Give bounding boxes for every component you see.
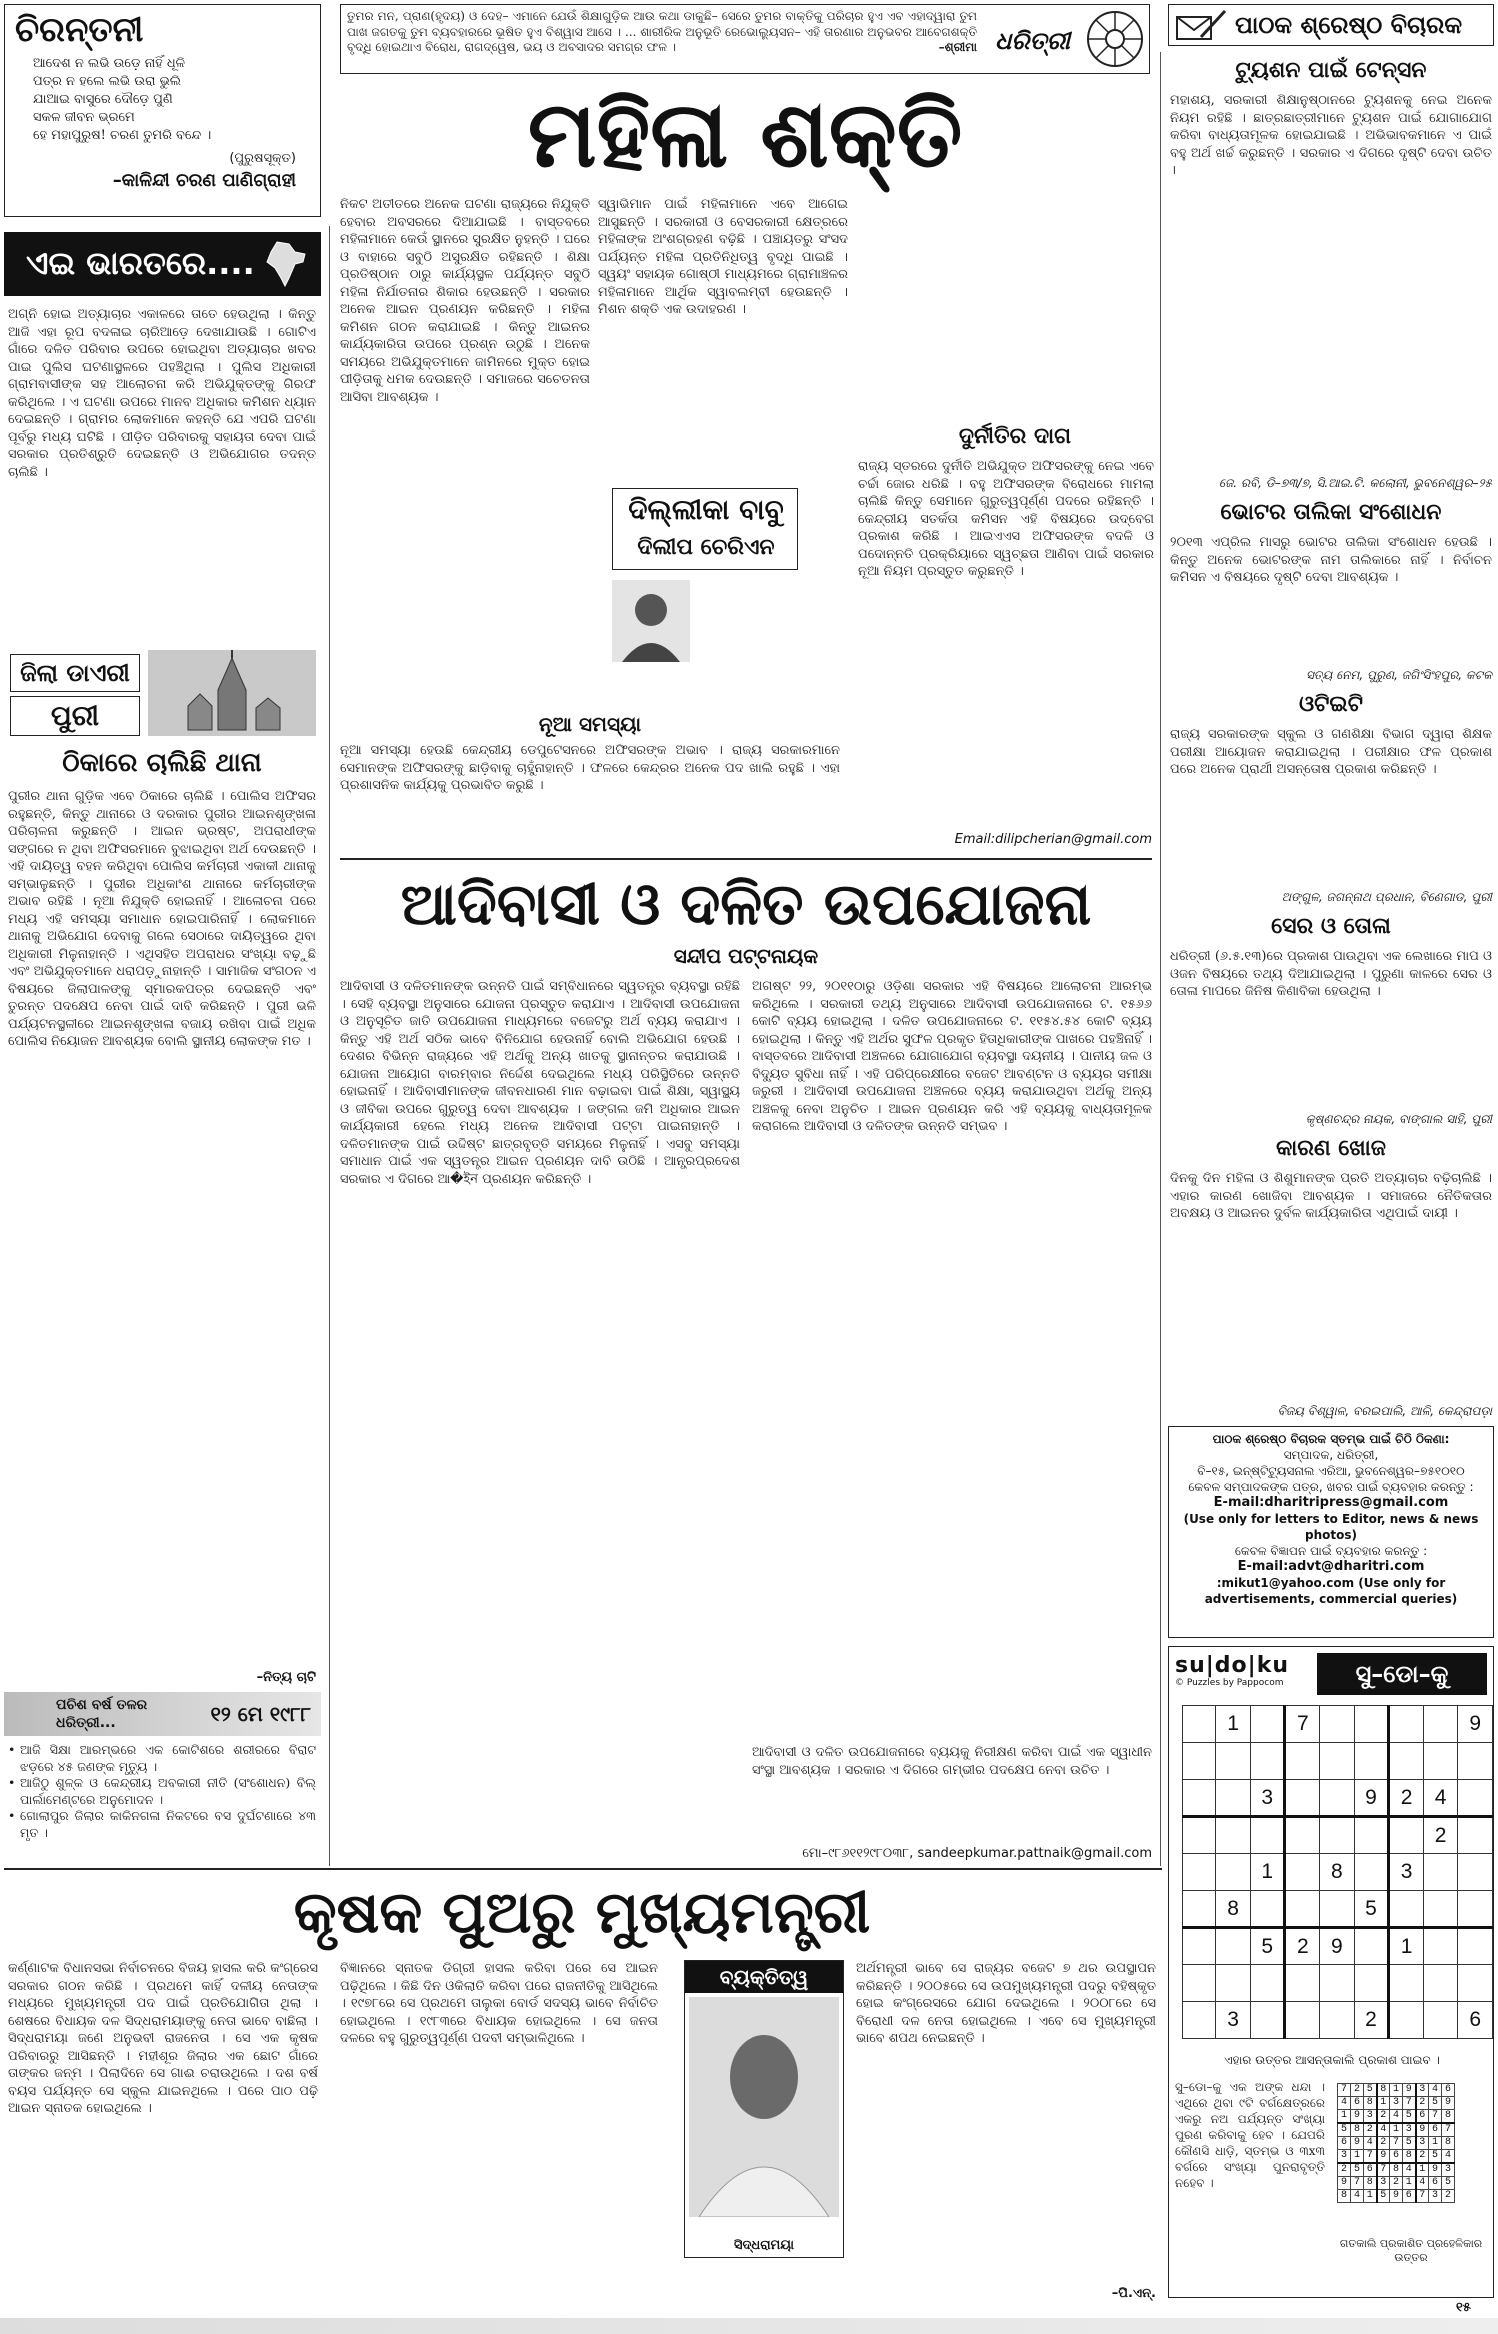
sudoku-cell xyxy=(1354,1706,1389,1743)
sudoku-row xyxy=(1183,1817,1493,1854)
sudoku-cell xyxy=(1285,2002,1320,2039)
sudoku-answer-cell: 1 xyxy=(1429,2137,1442,2150)
sudoku-cell xyxy=(1458,1965,1493,2002)
poem-line: ହେ ମହାପୁରୁଷ! ଚରଣ ତୁମରି ବନ୍ଦେ । xyxy=(33,128,212,143)
otet-body: ରାଜ୍ୟ ସରକାରଙ୍କ ସ୍କୁଲ ଓ ଗଣଶିକ୍ଷା ବିଭାଗ ଦ୍ୱାରା ଶିକ୍ଷକ ପରୀକ୍ଷା ଆୟୋଜନ କରାଯାଇଥିଲା । ପରୀକ୍ଷାର ଫଳ ପ୍ରକାଶ ପରେ ଅନେକ ପ୍ରାର୍ଥୀ ଅସନ୍ତୋଷ ପ୍ରକାଶ କରିଛନ୍ତି । xyxy=(1170,727,1492,777)
ei-bharatare-title: ଏଇ ଭାରତରେ.... xyxy=(26,244,255,282)
adivasi-title: ଆଦିବାସୀ ଓ ଦଳିତ ଉପଯୋଜନା xyxy=(400,870,1092,938)
poem-source: (ପୁରୁଷସୂକ୍ତ) xyxy=(229,151,296,166)
tuition-title: ଟ୍ୟୁଶନ ପାଇଁ ଟେନ୍‌ସନ xyxy=(1235,58,1427,83)
quote-author: –ଶ୍ରୀମା xyxy=(938,40,977,54)
sudoku-answer-cell: 9 xyxy=(1351,2137,1364,2150)
sudoku-answer-cell: 4 xyxy=(1390,2110,1403,2124)
sudoku-cell: 5 xyxy=(1354,1891,1389,1928)
krushak-byline: –ପି.ଏନ୍. xyxy=(1111,2286,1156,2301)
sudoku-answer-cell: 1 xyxy=(1390,2123,1403,2137)
sudoku-answer-cell: 7 xyxy=(1338,2084,1351,2097)
sudoku-answer-cell: 5 xyxy=(1364,2084,1377,2097)
contact-box xyxy=(1168,1426,1494,1638)
sudoku-cell xyxy=(1320,2002,1355,2039)
sudoku-answer-cell: 2 xyxy=(1377,2110,1390,2124)
jilla-diary-header xyxy=(4,648,321,740)
column-divider xyxy=(329,226,330,1866)
sudoku-cell xyxy=(1423,1854,1458,1891)
dharitri-logo xyxy=(989,7,1147,71)
reader-title: ପାଠକ ଶ୍ରେଷ୍ଠ ବିଚାରକ xyxy=(1235,11,1463,39)
dilip-portrait xyxy=(612,580,690,662)
sudoku-answer-cell: 7 xyxy=(1442,2123,1455,2137)
mahila-col1: ନିକଟ ଅତୀତରେ ଅନେକ ଘଟଣା ରାଜ୍ୟରେ ନିଯୁକ୍ତି ହେବାର ଅବସରରେ ଦିଆଯାଇଛି । ବାସ୍ତବରେ ମହିଳାମାନେ କେଉଁ ସ୍ଥାନରେ ସୁରକ୍ଷିତ ନୁହନ୍ତି । ଘରେ ଓ ବାହାରେ ସବୁଠି ଅସୁରକ୍ଷିତ ରହିଛନ୍ତି । ଶିକ୍ଷା ପ୍ରତିଷ୍ଠାନ ଠାରୁ କାର୍ଯ୍ୟସ୍ଥଳ ପର୍ଯ୍ୟନ୍ତ ସବୁଠି ମହିଳା ନିର୍ଯାତନାର ଶିକାର ହେଉଛନ୍ତି । ସରକାର ଅନେକ ଆଇନ ପ୍ରଣୟନ କରିଛନ୍ତି । ମହିଳା କମିଶନ ଗଠନ କରାଯାଇଛି । କିନ୍ତୁ ଆଇନର କାର୍ଯ୍ୟକାରିତା ଉପରେ ପ୍ରଶ୍ନ ଉଠୁଛି । ଅନେକ ସମୟରେ ଅଭିଯୁକ୍ତମାନେ ଜାମିନରେ ମୁକ୍ତ ହୋଇ ପୀଡ଼ିତାକୁ ଧମକ ଦେଉଛନ୍ତି । ସମାଜରେ ସଚେତନତା ଆସିବା ଆବଶ୍ୟକ । xyxy=(340,197,590,405)
contact-email[interactable]: E-mail:dharitripress@gmail.com xyxy=(1213,1495,1449,1510)
sudoku-logo: su|do|ku xyxy=(1175,1653,1289,1678)
sudoku-cell: 6 xyxy=(1458,2002,1493,2039)
sudoku-row xyxy=(1338,2150,1455,2164)
sudoku-cell: 3 xyxy=(1250,1780,1285,1817)
tuition-sig: ଜେ. ରବି, ଡି–୭୩/୭, ସି.ଆଇ.ଟି. କଲୋନୀ, ଭୁବନେଶ୍ୱର–୨୫ xyxy=(1218,476,1492,490)
sudoku-answer-cell: 6 xyxy=(1351,2097,1364,2110)
sudoku-answer-cell: 7 xyxy=(1416,2190,1429,2203)
sudoku-cell: 4 xyxy=(1423,1780,1458,1817)
sudoku-cell: 9 xyxy=(1458,1706,1493,1743)
sudoku-answer-cell: 9 xyxy=(1390,2190,1403,2203)
sudoku-answer-cell: 9 xyxy=(1377,2150,1390,2164)
sudoku-answer-cell: 6 xyxy=(1416,2110,1429,2124)
krushak-col2: ବିଜ୍ଞାନରେ ସ୍ନାତକ ଡିଗ୍ରୀ ହାସଲ କରିବା ପରେ ସେ ଆଇନ ପଢ଼ିଥିଲେ । କିଛି ଦିନ ଓକିଲାତି କରିବା ପରେ ରାଜନୀତିକୁ ଆସିଥିଲେ । ୧୯୭୮ରେ ସେ ପ୍ରଥମେ ତାଲୁକା ବୋର୍ଡ ସଦସ୍ୟ ଭାବେ ନିର୍ବାଚିତ ହୋଇଥିଲେ । ୧୯୮୩ରେ ବିଧାୟକ ହୋଇଥିଲେ । ସେ ଜନତା ଦଳରେ ବହୁ ଗୁରୁତ୍ୱପୂର୍ଣ୍ଣ ପଦବୀ ସମ୍ଭାଳିଥିଲେ । xyxy=(340,1961,658,2046)
sudoku-answer-cell: 7 xyxy=(1403,2097,1416,2110)
byakti-box xyxy=(684,1960,844,2258)
sudoku-cell xyxy=(1354,1965,1389,2002)
sudoku-cell xyxy=(1423,1928,1458,1965)
sudoku-answer-cell: 5 xyxy=(1403,2110,1416,2124)
sudoku-cell: 2 xyxy=(1285,1928,1320,1965)
sudoku-cell xyxy=(1183,1928,1216,1965)
sudoku-cell: 1 xyxy=(1250,1854,1285,1891)
pachisa-list xyxy=(8,1742,316,1841)
sudoku-answer-cell: 1 xyxy=(1390,2084,1403,2097)
sudoku-answer-cell: 6 xyxy=(1338,2137,1351,2150)
page-number: ୧୫ xyxy=(1456,2300,1471,2315)
poem-line: ପତ୍ର ନ ହଲେ ଲଭି ଉରା ଭୁଲି xyxy=(33,74,182,89)
photo-caption: ସିଦ୍ଧରାମୟା xyxy=(734,2238,794,2253)
sudoku-cell: 2 xyxy=(1354,2002,1389,2039)
sudoku-row xyxy=(1183,1780,1493,1817)
sudoku-answer-cell: 8 xyxy=(1338,2190,1351,2203)
sudoku-answer-cell: 1 xyxy=(1364,2190,1377,2203)
dilli-col-b: ନୂଆ ସମସ୍ୟା ହେଉଛି କେନ୍ଦ୍ରୀୟ ଡେପୁଟେସନରେ ଅଫିସରଙ୍କ ଅଭାବ । ରାଜ୍ୟ ସରକାରମାନେ ସେମାନଙ୍କ ଅଫିସରଙ୍କୁ ଛାଡ଼ିବାକୁ ଚାହୁଁନାହାନ୍ତି । ଫଳରେ କେନ୍ଦ୍ରର ଅନେକ ପଦ ଖାଲି ରହୁଛି । ଏହା ପ୍ରଶାସନିକ କାର୍ଯ୍ୟକୁ ପ୍ରଭାବିତ କରୁଛି । xyxy=(340,743,840,793)
sudoku-cell xyxy=(1389,1891,1424,1928)
contact-line: କେବଳ ବିଜ୍ଞାପନ ପାଇଁ ବ୍ୟବହାର କରନ୍ତୁ : xyxy=(1234,1544,1428,1558)
sudoku-answer-cell: 8 xyxy=(1442,2110,1455,2124)
sudoku-cell: 5 xyxy=(1250,1928,1285,1965)
sudoku-answer-cell: 1 xyxy=(1416,2163,1429,2177)
sudoku-cell: 2 xyxy=(1423,1817,1458,1854)
sudoku-answer-cell: 4 xyxy=(1416,2177,1429,2190)
sudoku-answer-cell: 5 xyxy=(1442,2177,1455,2190)
sudoku-brand xyxy=(1175,1653,1315,1697)
poem-line: ଆଦେଶ ନ ଲଭି ଉଡ଼େ ନାହିଁ ଧୂଳି xyxy=(33,56,186,71)
sudoku-answer-cell: 9 xyxy=(1403,2084,1416,2097)
sudoku-note: ଏହାର ଉତ୍ତର ଆସନ୍ତାକାଲି ପ୍ରକାଶ ପାଇବ । xyxy=(1224,2053,1440,2067)
envelope-pen-icon xyxy=(1175,9,1227,43)
ser-tola-title: ସେର ଓ ତୋଳା xyxy=(1271,914,1391,939)
section-rule xyxy=(4,1868,1162,1870)
sudoku-row xyxy=(1338,2137,1455,2150)
sudoku-row xyxy=(1183,1891,1493,1928)
sudoku-cell xyxy=(1216,1780,1251,1817)
sudoku-answer-cell: 2 xyxy=(1351,2084,1364,2097)
sudoku-answer-cell: 5 xyxy=(1429,2150,1442,2164)
sub-heading-durniti: ଦୁର୍ନୀତିର ଦାଗ xyxy=(958,424,1072,449)
sudoku-cell xyxy=(1183,1891,1216,1928)
sudoku-cell: 9 xyxy=(1354,1780,1389,1817)
sudoku-answer-cell: 9 xyxy=(1416,2123,1429,2137)
sudoku-cell xyxy=(1285,1780,1320,1817)
sudoku-answer-cell: 9 xyxy=(1429,2163,1442,2177)
sudoku-answer-cell: 7 xyxy=(1377,2163,1390,2177)
otet-sig: ଅଙ୍ଗୁଳ, ଜଗନ୍ନାଥ ପ୍ରଧାନ, ବିଣେଗାଡ, ପୁରୀ xyxy=(1281,890,1492,904)
sudoku-cell xyxy=(1285,1891,1320,1928)
chirantani-title: ଚିରନ୍ତନୀ xyxy=(15,10,144,50)
sudoku-cell xyxy=(1285,1965,1320,2002)
sudoku-answer-cell: 6 xyxy=(1403,2190,1416,2203)
ei-bharatare-header xyxy=(4,232,321,296)
sudoku-cell xyxy=(1458,1891,1493,1928)
sudoku-cell: 3 xyxy=(1216,2002,1251,2039)
sudoku-answer-cell: 3 xyxy=(1416,2084,1429,2097)
sudoku-answer-cell: 4 xyxy=(1377,2123,1390,2137)
sudoku-answer-cell: 8 xyxy=(1390,2163,1403,2177)
poem-line: ସକଳ ଜୀବନ ଭ୍ରମେ xyxy=(33,110,135,125)
sudoku-answer-cell: 9 xyxy=(1442,2097,1455,2110)
sudoku-answer-cell: 6 xyxy=(1364,2163,1377,2177)
reader-header xyxy=(1168,4,1494,46)
ei-bharatare-body: ଅଗ୍ନି ହୋଇ ଅତ୍ୟାଚାର ଏକାଳରେ ତାତେ ହେଉଥିଲା । କିନ୍ତୁ ଆଜି ଏହା ରୂପ ବଦଳାଇ ଚାରିଆଡ଼େ ଦେଖାଯାଉଛି । ଗୋଟିଏ ଗାଁରେ ଦଳିତ ପରିବାର ଉପରେ ହୋଇଥିବା ଅତ୍ୟାଚାର ଖବର ପାଇ ପୁଲିସ ଘଟଣାସ୍ଥଳରେ ପହଞ୍ଚିଥିଲା । ପୁଲିସ ଅଧିକାରୀ ଗ୍ରାମବାସୀଙ୍କ ସହ ଆଲୋଚନା କରି ଅଭିଯୁକ୍ତଙ୍କୁ ଗିରଫ କରିଥିଲେ । ଏ ଘଟଣା ଉପରେ ମାନବ ଅଧିକାର କମିଶନ ଧ୍ୟାନ ଦେଇଛନ୍ତି । ଗ୍ରାମର ଲୋକମାନେ କହନ୍ତି ଯେ ଏପରି ଘଟଣା ପୂର୍ବରୁ ମଧ୍ୟ ଘଟିଛି । ପୀଡ଼ିତ ପରିବାରକୁ ସହାୟତା ଦେବା ପାଇଁ ସରକାର ପ୍ରତିଶ୍ରୁତି ଦେଇଛନ୍ତି ଓ ଅଭିଯୋଗର ତଦନ୍ତ ଚାଲିଛି । xyxy=(8,307,316,480)
krushak-col3: ଅର୍ଥମନ୍ତ୍ରୀ ଭାବେ ସେ ରାଜ୍ୟର ବଜେଟ ୭ ଥର ଉପସ୍ଥାପନ କରିଛନ୍ତି । ୨୦୦୫ରେ ସେ ଉପମୁଖ୍ୟମନ୍ତ୍ରୀ ପଦରୁ ବହିଷ୍କୃତ ହୋଇ କଂଗ୍ରେସରେ ଯୋଗ ଦେଇଥିଲେ । ୨୦୦୮ରେ ସେ ବିରୋଧୀ ଦଳ ନେତା ହୋଇଥିଲେ । ଏବେ ସେ ମୁଖ୍ୟମନ୍ତ୍ରୀ ଭାବେ ଶପଥ ନେଇଛନ୍ତି । xyxy=(856,1961,1156,2046)
sudoku-cell xyxy=(1354,1854,1389,1891)
sudoku-cell xyxy=(1183,1743,1216,1780)
contact-email[interactable]: E-mail:advt@dharitri.com xyxy=(1237,1559,1425,1574)
chirantani-box xyxy=(4,4,321,217)
sudoku-cell xyxy=(1389,1817,1424,1854)
jilla-body: ପୁରୀର ଥାନା ଗୁଡ଼ିକ ଏବେ ଠିକାରେ ଚାଲିଛି । ପୋଲିସ ଅଫିସର ରହୁଛନ୍ତି, କିନ୍ତୁ ଥାନାରେ ଓ ଦରକାର ପୁରୀର ଆଇନଶୃଙ୍ଖଳା ପରିଚାଳନା କରୁଛନ୍ତି । ଆଇନ ଭ୍ରଷ୍ଟ, ଅପରାଧୀଙ୍କ ସଙ୍ଗରେ ନ ଥିବା ଅଫିସରମାନେ ବୁଝାଇଥିବା ଅର୍ଥ ଦେଉଛନ୍ତି । ଏହି ଦାୟିତ୍ୱ ବହନ କରିଥିବା ପୋଲିସ କର୍ମଚାରୀ ଏକାକୀ ଥାନାକୁ ସମ୍ଭାଳୁଛନ୍ତି । ପୁରୀର ଅଧିକାଂଶ ଥାନାରେ କର୍ମଚାରୀଙ୍କ ଅଭାବ ରହିଛି । ନୂଆ ନିଯୁକ୍ତି ହୋଇନାହିଁ । ଆଳୋଚନା ପରେ ମଧ୍ୟ ଏହି ସମସ୍ୟା ସମାଧାନ ହୋଇପାରିନାହିଁ । ଲୋକମାନେ ଥାନାକୁ ଅଭିଯୋଗ ଦେବାକୁ ଗଲେ ସେଠାରେ ଦାୟିତ୍ୱରେ ଥିବା ଅଧିକାରୀ ମିଳୁନାହାନ୍ତି । ଏଥିସହିତ ଅପରାଧର ସଂଖ୍ୟା ବଢ଼ୁଛି ଏବଂ ଅଭିଯୁକ୍ତମାନେ ଧରାପଡ଼ୁନାହାନ୍ତି । ସାମାଜିକ ସଂଗଠନ ଏ ବିଷୟରେ ଜିଲାପାଳଙ୍କୁ ସ୍ମାରକପତ୍ର ଦେଇଛନ୍ତି ଏବଂ ତୁରନ୍ତ ପଦକ୍ଷେପ ନେବା ପାଇଁ ଦାବି କରିଛନ୍ତି । ପୁରୀ ଭଳି ପର୍ଯ୍ୟଟନସ୍ଥଳୀରେ ଆଇନଶୃଙ୍ଖଳା ବଜାୟ ରଖିବା ପାଇଁ ଅଧିକ ପୋଲିସ ନିୟୋଜନ ଆବଶ୍ୟକ ବୋଲି ସ୍ଥାନୀୟ ଲୋକଙ୍କ ମତ । xyxy=(8,789,316,1049)
column-divider xyxy=(1160,52,1161,1866)
sudoku-cell xyxy=(1423,1743,1458,1780)
sudoku-answer-cell: 1 xyxy=(1403,2177,1416,2190)
dilli-email: Email:dilipcherian@gmail.com xyxy=(954,832,1152,847)
sudoku-answer-cell: 2 xyxy=(1390,2177,1403,2190)
sudoku-cell xyxy=(1458,1817,1493,1854)
jilla-headline: ଠିକାରେ ଚାଲିଛି ଥାନା xyxy=(62,748,262,778)
dilli-header xyxy=(612,488,798,570)
contact-line: କେବଳ ସମ୍ପାଦକଙ୍କ ପତ୍ର, ଖବର ପାଇଁ ବ୍ୟବହାର କରନ୍ତୁ : xyxy=(1188,1480,1474,1494)
sudoku-cell xyxy=(1285,1854,1320,1891)
sudoku-answer-cell: 6 xyxy=(1429,2123,1442,2137)
sudoku-answer-cell: 2 xyxy=(1338,2163,1351,2177)
sudoku-cell xyxy=(1183,1965,1216,2002)
sudoku-credit: © Puzzles by Pappocom xyxy=(1175,1678,1284,1688)
sudoku-cell xyxy=(1458,1928,1493,1965)
contact-line: ପାଠକ ଶ୍ରେଷ୍ଠ ବିଚାରକ ସ୍ତମ୍ଭ ପାଇଁ ଚିଠି ଠିକଣା: xyxy=(1212,1432,1450,1446)
pachisa-date: ୧୨ ମେ ୧୯୮୮ xyxy=(210,1702,311,1726)
sudoku-cell xyxy=(1216,1928,1251,1965)
sudoku-cell: 9 xyxy=(1320,1928,1355,1965)
sudoku-answer-cell: 3 xyxy=(1338,2150,1351,2164)
main-title: ମହିଳା ଶକ୍ତି xyxy=(527,81,963,188)
sudoku-answer-grid xyxy=(1337,2083,1455,2203)
voter-body: ୨୦୧୩ ଏପ୍ରିଲ ମାସରୁ ଭୋଟର ତାଲିକା ସଂଶୋଧନ ହେଉଛି । କିନ୍ତୁ ଅନେକ ଭୋଟରଙ୍କ ନାମ ତାଲିକାରେ ନାହିଁ । ନିର୍ବାଚନ କମିସନ ଏ ବିଷୟରେ ଦୃଷ୍ଟି ଦେବା ଆବଶ୍ୟକ । xyxy=(1170,535,1492,585)
sudoku-cell xyxy=(1389,1706,1424,1743)
voter-sig: ସତ୍ୟ ନେମ, ପୁରୁଣ, ଜଗିଂସିଂହପୁର, କଟକ xyxy=(1305,668,1492,682)
sudoku-answer-cell: 1 xyxy=(1377,2097,1390,2110)
sudoku-cell xyxy=(1216,1817,1251,1854)
contact-line: ସମ୍ପାଦକ, ଧରିତ୍ରୀ, xyxy=(1283,1448,1379,1462)
ser-tola-body: ଧରିତ୍ରୀ (୬.୫.୧୩)ରେ ପ୍ରକାଶ ପାଉଥିବା ଏକ ଲେଖାରେ ମାପ ଓ ଓଜନ ବିଷୟରେ ତଥ୍ୟ ଦିଆଯାଇଥିଲା । ପୁରୁଣା କାଳରେ ସେର ଓ ତୋଳା ମାପରେ ଜିନିଷ କିଣାବିକା ହେଉଥିଲା । xyxy=(1170,949,1492,999)
list-item: • ଗୋଲାପୁର ଜିଲାର କାକିନଗଳା ନିକଟରେ ବସ ଦୁର୍ଘଟଣାରେ ୪୩ ମୃତ । xyxy=(8,1808,316,1841)
krushak-col1: କର୍ଣ୍ଣାଟକ ବିଧାନସଭା ନିର୍ବାଚନରେ ବିଜୟ ହାସଲ କରି କଂଗ୍ରେସ ସରକାର ଗଠନ କରିଛି । ପ୍ରଥମେ କାହିଁ ଦଳୀୟ ନେତାଙ୍କ ମଧ୍ୟରେ ମୁଖ୍ୟମନ୍ତ୍ରୀ ପଦ ପାଇଁ ପ୍ରତିଯୋଗିତା ଥିଲା । ଶେଷରେ ବିଧାୟକ ଦଳ ସିଦ୍ଧରାମୟାଙ୍କୁ ନେତା ଭାବେ ବାଛିଲା । ସିଦ୍ଧରାମୟା ଜଣେ ଅନୁଭବୀ ରାଜନେତା । ସେ ଏକ କୃଷକ ପରିବାରରୁ ଆସିଛନ୍ତି । ମହୀଶୂର ଜିଲାର ଏକ ଛୋଟ ଗାଁରେ ତାଙ୍କର ଜନ୍ମ । ପିଲାଦିନେ ସେ ଗାଈ ଚରାଉଥିଲେ । ଦଶ ବର୍ଷ ବୟସ ପର୍ଯ୍ୟନ୍ତ ସେ ସ୍କୁଲ ଯାଇନଥିଲେ । ପରେ ପାଠ ପଢ଼ି ଆଇନ ସ୍ନାତକ ହୋଇଥିଲେ । xyxy=(8,1961,318,2116)
tuition-body: ମହାଶୟ, ସରକାରୀ ଶିକ୍ଷାନୁଷ୍ଠାନରେ ଟ୍ୟୁଶନକୁ ନେଇ ଅନେକ ନିୟମ ରହିଛି । ଛାତ୍ରଛାତ୍ରୀମାନେ ଟ୍ୟୁଶନ ପାଇଁ ଯୋଗାଯୋଗ କରିବା ବାଧ୍ୟତାମୂଳକ ହୋଇଯାଇଛି । ଅଭିଭାବକମାନେ ଏ ପାଇଁ ବହୁ ଅର୍ଥ ଖର୍ଚ୍ଚ କରୁଛନ୍ତି । ସରକାର ଏ ଦିଗରେ ଦୃଷ୍ଟି ଦେବା ଉଚିତ । xyxy=(1170,93,1492,178)
sudoku-row xyxy=(1338,2110,1455,2124)
adivasi-col2: ଅଗଷ୍ଟ ୨୨, ୨୦୧୧ଠାରୁ ଓଡ଼ିଶା ସରକାର ଏହି ବିଷୟରେ ଆଲୋଚନା ଆରମ୍ଭ କରିଥିଲେ । ସରକାରୀ ତଥ୍ୟ ଅନୁସାରେ ଆଦିବାସୀ ଉପଯୋଜନାରେ ଟ. ୧୫୬୬ କୋଟି ବ୍ୟୟ ହୋଇଥିଲା । ଦଳିତ ଉପଯୋଜନାରେ ଟ. ୧୧୫୪.୫୪ କୋଟି ବ୍ୟୟ ହୋଇଥିଲା । କିନ୍ତୁ ଏହି ଅର୍ଥର ସୁଫଳ ପ୍ରକୃତ ହିତାଧିକାରୀଙ୍କ ପାଖରେ ପହଞ୍ଚିନାହିଁ । ବାସ୍ତବରେ ଆଦିବାସୀ ଅଞ୍ଚଳରେ ଯୋଗାଯୋଗ ବ୍ୟବସ୍ଥା ଦୟନୀୟ । ପାନୀୟ ଜଳ ଓ ବିଦ୍ୟୁତ ସୁବିଧା ନାହିଁ । ଏହି ପରିପ୍ରେକ୍ଷୀରେ ବଜେଟ ଆବଣ୍ଟନ ଓ ବ୍ୟୟର ସମୀକ୍ଷା ଜରୁରୀ । ଆଦିବାସୀ ଉପଯୋଜନା ଅଞ୍ଚଳରେ ବ୍ୟୟ କରାଯାଉଥିବା ଅର୍ଥକୁ ଅନ୍ୟ ଅଞ୍ଚଳକୁ ନେବା ଅନୁଚିତ । ଆଇନ ପ୍ରଣୟନ କରି ଏହି ବ୍ୟୟକୁ ବାଧ୍ୟତାମୂଳକ କରାଗଲେ ଆଦିବାସୀ ଓ ଦଳିତଙ୍କ ଉନ୍ନତି ସମ୍ଭବ । xyxy=(752,979,1152,1134)
sudoku-answer-cell: 9 xyxy=(1338,2177,1351,2190)
dilli-col-a: ରାଜ୍ୟ ସ୍ତରରେ ଦୁର୍ନୀତି ଅଭିଯୁକ୍ତ ଅଫିସରଙ୍କୁ ନେଇ ଏବେ ଚର୍ଚ୍ଚା ଜୋର ଧରିଛି । ବହୁ ଅଫିସରଙ୍କ ବିରୋଧରେ ମାମଲା ଚାଲିଛି କିନ୍ତୁ ସେମାନେ ଗୁରୁତ୍ୱପୂର୍ଣ୍ଣ ପଦରେ ରହିଛନ୍ତି । କେନ୍ଦ୍ରୀୟ ସତର୍କତା କମିସନ ଏହି ବିଷୟରେ ଉଦ୍ବେଗ ପ୍ରକାଶ କରିଛି । ଆଇଏଏସ ଅଫିସରଙ୍କ ବଦଳି ଓ ପଦୋନ୍ନତି ପ୍ରକ୍ରିୟାରେ ସ୍ୱଚ୍ଛତା ଆଣିବା ପାଇଁ ସରକାର ନୂଆ ନିୟମ ପ୍ରସ୍ତୁତ କରୁଛନ୍ତି । xyxy=(858,459,1154,579)
quote-box xyxy=(340,4,1150,74)
adivasi-footer: ମୋ–୯୮୬୧୧୨୯୮୦୩୮, sandeepkumar.pattnaik@gmail.com xyxy=(802,1846,1152,1861)
karana-body: ଦିନକୁ ଦିନ ମହିଳା ଓ ଶିଶୁମାନଙ୍କ ପ୍ରତି ଅତ୍ୟାଚାର ବଢ଼ିଚାଲିଛି । ଏହାର କାରଣ ଖୋଜିବା ଆବଶ୍ୟକ । ସମାଜରେ ନୈତିକତାର ଅବକ୍ଷୟ ଓ ଆଇନର ଦୁର୍ବଳ କାର୍ଯ୍ୟକାରିତା ଏଥିପାଇଁ ଦାୟୀ । xyxy=(1170,1171,1492,1221)
sudoku-answer-cell: 4 xyxy=(1364,2137,1377,2150)
page-footer-bar xyxy=(0,2318,1498,2334)
sudoku-cell xyxy=(1250,1743,1285,1780)
sudoku-answer-cell: 2 xyxy=(1364,2123,1377,2137)
sudoku-cell xyxy=(1216,1743,1251,1780)
sudoku-cell xyxy=(1183,1854,1216,1891)
section-rule xyxy=(340,858,1152,860)
sudoku-answer-cell: 8 xyxy=(1403,2150,1416,2164)
sudoku-howto: ସୁ–ଡୋ–କୁ ଏକ ଅଙ୍କ ଧନ୍ଦା । ଏଥିରେ ଥିବା ୯ଟି ବର୍ଗକ୍ଷେତ୍ରରେ ଏକରୁ ନଅ ପର୍ଯ୍ୟନ୍ତ ସଂଖ୍ୟା ପୁରଣ କରିବାକୁ ହେବ । ଯେପରି କୌଣସି ଧାଡ଼ି, ସ୍ତମ୍ଭ ଓ ୩x୩ ବର୍ଗରେ ସଂଖ୍ୟା ପୁନରାବୃତ୍ତି ନହେବ । xyxy=(1175,2080,1325,2190)
sudoku-box xyxy=(1168,1646,1494,2298)
sudoku-cell xyxy=(1320,1780,1355,1817)
sudoku-row xyxy=(1183,1965,1493,2002)
sudoku-cell xyxy=(1183,2002,1216,2039)
sudoku-grid xyxy=(1182,1705,1493,2039)
poem xyxy=(33,55,320,145)
sudoku-answer-cell: 7 xyxy=(1364,2150,1377,2164)
sudoku-row xyxy=(1183,1854,1493,1891)
sudoku-cell: 3 xyxy=(1389,1854,1424,1891)
jilla-place: ପୁରୀ xyxy=(10,696,140,736)
dilli-title: ଦିଲ୍ଲୀକା ବାବୁ xyxy=(628,493,784,526)
sudoku-cell xyxy=(1216,1854,1251,1891)
sudoku-answer-cell: 1 xyxy=(1351,2150,1364,2164)
sudoku-cell xyxy=(1354,1928,1389,1965)
sudoku-row xyxy=(1183,1928,1493,1965)
sudoku-answer-cell: 3 xyxy=(1442,2163,1455,2177)
contact-line: ବି–୧୫, ଇନ୍‌ଷ୍ଟିଟ୍ୟୁସନାଲ ଏରିଆ, ଭୁବନେଶ୍ୱର–୭୫୧୦୧୦ xyxy=(1197,1464,1465,1478)
karana-sig: ବିଜୟ ବିଶ୍ୱାଳ, ବରଇପାଲି, ଆଳି, କେନ୍ଦ୍ରାପଡ଼ା xyxy=(1277,1404,1492,1418)
sudoku-answer-cell: 4 xyxy=(1403,2163,1416,2177)
sudoku-cell xyxy=(1183,1817,1216,1854)
list-item: • ଆଜିଠୁ ଶୁଳ୍କ ଓ କେନ୍ଦ୍ରୀୟ ଅବକାରୀ ନୀତି (ସଂଶୋଧନ) ବିଲ୍ ପାର୍ଲାମେଣ୍ଟରେ ଅନୁମୋଦନ । xyxy=(8,1775,316,1808)
sudoku-answer-cell: 9 xyxy=(1351,2110,1364,2124)
sudoku-cell xyxy=(1389,1743,1424,1780)
sudoku-answer-cell: 3 xyxy=(1377,2177,1390,2190)
sudoku-answer-cell: 8 xyxy=(1364,2097,1377,2110)
sudoku-answer-cell: 4 xyxy=(1338,2097,1351,2110)
sudoku-cell: 7 xyxy=(1285,1706,1320,1743)
sudoku-cell xyxy=(1183,1780,1216,1817)
sudoku-cell xyxy=(1250,1706,1285,1743)
sudoku-cell xyxy=(1423,1965,1458,2002)
sudoku-row xyxy=(1338,2084,1455,2097)
sudoku-cell xyxy=(1354,1743,1389,1780)
sudoku-answer-cell: 8 xyxy=(1442,2137,1455,2150)
sudoku-answer-cell: 8 xyxy=(1377,2084,1390,2097)
siddaramaiah-portrait xyxy=(689,1997,839,2217)
sudoku-cell: 1 xyxy=(1389,1928,1424,1965)
sudoku-answer-title: ଗତକାଲି ପ୍ରକାଶିତ ପ୍ରହେଳିକାର ଉତ୍ତର xyxy=(1339,2237,1483,2264)
sudoku-answer-cell: 7 xyxy=(1351,2177,1364,2190)
sudoku-answer-cell: 2 xyxy=(1377,2137,1390,2150)
sudoku-cell xyxy=(1320,1891,1355,1928)
sudoku-cell xyxy=(1458,1854,1493,1891)
sudoku-answer-cell: 7 xyxy=(1429,2110,1442,2124)
adivasi-col3: ଆଦିବାସୀ ଓ ଦଳିତ ଉପଯୋଜନାରେ ବ୍ୟୟକୁ ନିରୀକ୍ଷଣ କରିବା ପାଇଁ ଏକ ସ୍ୱାଧୀନ ସଂସ୍ଥା ଆବଶ୍ୟକ । ସରକାର ଏ ଦିଗରେ ଗମ୍ଭୀର ପଦକ୍ଷେପ ନେବା ଉଚିତ । xyxy=(752,1745,1152,1778)
sudoku-answer-cell: 5 xyxy=(1377,2190,1390,2203)
sudoku-answer-cell: 7 xyxy=(1390,2137,1403,2150)
sudoku-answer-cell: 4 xyxy=(1429,2084,1442,2097)
sudoku-answer-cell: 5 xyxy=(1403,2137,1416,2150)
adivasi-col1: ଆଦିବାସୀ ଓ ଦଳିତମାନଙ୍କ ଉନ୍ନତି ପାଇଁ ସମ୍ବିଧାନରେ ସ୍ୱତନ୍ତ୍ର ବ୍ୟବସ୍ଥା ରହିଛି । ସେହି ବ୍ୟବସ୍ଥା ଅନୁସାରେ ଯୋଜନା ପ୍ରସ୍ତୁତ କରାଯାଏ । ଆଦିବାସୀ ଉପଯୋଜନା ଓ ଅନୁସୂଚିତ ଜାତି ଉପଯୋଜନା ମାଧ୍ୟମରେ ବଜେଟରୁ ଅର୍ଥ ବ୍ୟୟ କରାଯାଏ । କିନ୍ତୁ ଏହି ଅର୍ଥ ସଠିକ ଭାବେ ବିନିଯୋଗ ହେଉନାହିଁ ବୋଲି ଅଭିଯୋଗ ହେଉଛି । ଦେଶର ବିଭିନ୍ନ ରାଜ୍ୟରେ ଏହି ଅର୍ଥକୁ ଅନ୍ୟ ଖାତକୁ ସ୍ଥାନାନ୍ତର କରାଯାଉଛି । ଯୋଜନା ଆୟୋଗ ବାରମ୍ବାର ନିର୍ଦ୍ଦେଶ ଦେଇଥିଲେ ମଧ୍ୟ ପରିସ୍ଥିତିରେ ଉନ୍ନତି ହୋଇନାହିଁ । ଆଦିବାସୀମାନଙ୍କ ଜୀବନଧାରଣ ମାନ ବଢ଼ାଇବା ପାଇଁ ଶିକ୍ଷା, ସ୍ୱାସ୍ଥ୍ୟ ଓ ଜୀବିକା ଉପରେ ଗୁରୁତ୍ୱ ଦେବା ଆବଶ୍ୟକ । ଜଙ୍ଗଲ ଜମି ଅଧିକାର ଆଇନ କାର୍ଯ୍ୟକାରୀ ହେଲେ ମଧ୍ୟ ଅନେକ ଆଦିବାସୀ ପଟ୍ଟା ପାଇନାହାନ୍ତି । ଦଳିତମାନଙ୍କ ପାଇଁ ଉଦ୍ଦିଷ୍ଟ ଛାତ୍ରବୃତ୍ତି ସମୟରେ ମିଳୁନାହିଁ । ଏସବୁ ସମସ୍ୟା ସମାଧାନ ପାଇଁ ଏକ ସ୍ୱତନ୍ତ୍ର ଆଇନ ପ୍ରଣୟନ ଦାବି ଉଠିଛି । ଆନ୍ଧ୍ରପ୍ରଦେଶ ସରକାର ଏ ଦିଗରେ ଆ�ইন ପ୍ରଣୟନ କରିଛନ୍ତି । xyxy=(340,979,740,1187)
sudoku-cell: 8 xyxy=(1320,1854,1355,1891)
sudoku-cell xyxy=(1285,1817,1320,1854)
sudoku-answer-cell: 6 xyxy=(1429,2177,1442,2190)
karana-title: କାରଣ ଖୋଜ xyxy=(1276,1136,1386,1161)
logo-wordmark: ଧରିତ୍ରୀ xyxy=(995,27,1070,55)
adivasi-author: ସନ୍ଦୀପ ପଟ୍ଟନାୟକ xyxy=(673,944,819,968)
sudoku-cell xyxy=(1250,2002,1285,2039)
sudoku-title: ସୁ–ଡୋ–କୁ xyxy=(1317,1653,1487,1695)
krushak-title: କୃଷକ ପୁଅରୁ ମୁଖ୍ୟମନ୍ତ୍ରୀ xyxy=(293,1878,871,1946)
sudoku-cell: 2 xyxy=(1389,1780,1424,1817)
poem-author: –କାଳିନ୍ଦୀ ଚରଣ ପାଣିଗ୍ରାହୀ xyxy=(112,170,296,191)
byakti-label: ବ୍ୟକ୍ତିତ୍ୱ xyxy=(685,1961,843,1993)
otet-title: ଓଟିଇଟି xyxy=(1299,692,1363,717)
sudoku-row xyxy=(1183,2002,1493,2039)
jilla-diary-title: ଜିଲା ଡାଏରୀ xyxy=(10,654,140,692)
sudoku-cell xyxy=(1285,1743,1320,1780)
sudoku-row xyxy=(1338,2190,1455,2203)
sudoku-answer-cell: 1 xyxy=(1338,2110,1351,2124)
voter-title: ଭୋଟର ତାଲିକା ସଂଶୋଧନ xyxy=(1220,500,1442,525)
sudoku-answer-cell: 6 xyxy=(1390,2150,1403,2164)
jilla-byline: –ନିତ୍ୟ ଚାଟି xyxy=(256,1670,316,1685)
sudoku-answer-cell: 5 xyxy=(1429,2097,1442,2110)
pachisa-title: ପଚିଶ ବର୍ଷ ତଳର ଧରିତ୍ରୀ... xyxy=(56,1697,148,1731)
sudoku-cell xyxy=(1216,1965,1251,2002)
sudoku-answer-cell: 2 xyxy=(1416,2150,1429,2164)
pachisa-barsa-banner xyxy=(4,1692,321,1736)
sudoku-answer-cell: 8 xyxy=(1351,2123,1364,2137)
sudoku-answer-cell: 3 xyxy=(1364,2110,1377,2124)
sudoku-row xyxy=(1183,1706,1493,1743)
sudoku-answer-cell: 4 xyxy=(1442,2150,1455,2164)
sudoku-cell xyxy=(1458,1743,1493,1780)
temple-icon xyxy=(148,650,316,736)
sudoku-cell: 8 xyxy=(1216,1891,1251,1928)
sudoku-cell xyxy=(1423,1706,1458,1743)
sudoku-cell xyxy=(1250,1817,1285,1854)
contact-email[interactable]: :mikut1@yahoo.com (Use only for advertisements, commercial queries) xyxy=(1204,1576,1458,1606)
poem-line: ଯାଆଇ ବାସୁରେ ଦୌଡ଼େ ପୁଣି xyxy=(33,92,173,107)
sudoku-cell xyxy=(1320,1706,1355,1743)
sudoku-answer-cell: 5 xyxy=(1351,2163,1364,2177)
sudoku-cell xyxy=(1389,2002,1424,2039)
sun-wheel-icon xyxy=(1085,9,1145,69)
sudoku-cell xyxy=(1250,1891,1285,1928)
ser-tola-sig: କୃଷ୍ଣଚନ୍ଦ୍ର ନାୟକ, ବାଙ୍ଗାଲ ସାହି, ପୁରୀ xyxy=(1305,1112,1492,1126)
sudoku-cell: 1 xyxy=(1216,1706,1251,1743)
sudoku-answer-cell: 8 xyxy=(1364,2177,1377,2190)
sudoku-row xyxy=(1338,2163,1455,2177)
sudoku-row xyxy=(1338,2177,1455,2190)
mahila-col2: ସ୍ୱାଭିମାନ ପାଇଁ ମହିଳାମାନେ ଏବେ ଆଗେଇ ଆସୁଛନ୍ତି । ସରକାରୀ ଓ ବେସରକାରୀ କ୍ଷେତ୍ରରେ ମହିଳାଙ୍କ ଅଂଶଗ୍ରହଣ ବଢ଼ିଛି । ପଞ୍ଚାୟତରୁ ସଂସଦ ପର୍ଯ୍ୟନ୍ତ ମହିଳା ପ୍ରତିନିଧିତ୍ୱ ବୃଦ୍ଧି ପାଇଛି । ସ୍ୱୟଂ ସହାୟକ ଗୋଷ୍ଠୀ ମାଧ୍ୟମରେ ଗ୍ରାମାଞ୍ଚଳର ମହିଳାମାନେ ଆର୍ଥିକ ସ୍ୱାବଲମ୍ବୀ ହେଉଛନ୍ତି । ମିଶନ ଶକ୍ତି ଏକ ଉଦାହରଣ । xyxy=(598,197,848,317)
sudoku-row xyxy=(1183,1743,1493,1780)
sudoku-answer-cell: 3 xyxy=(1429,2190,1442,2203)
sudoku-answer-cell: 3 xyxy=(1416,2137,1429,2150)
sudoku-cell xyxy=(1250,1965,1285,2002)
sudoku-answer-cell: 2 xyxy=(1442,2190,1455,2203)
india-map-icon xyxy=(259,238,311,290)
sudoku-cell xyxy=(1320,1743,1355,1780)
sudoku-cell xyxy=(1183,1706,1216,1743)
sudoku-cell xyxy=(1389,1965,1424,2002)
sudoku-row xyxy=(1338,2123,1455,2137)
sudoku-cell xyxy=(1458,1780,1493,1817)
contact-note: (Use only for letters to Editor, news & news photos) xyxy=(1183,1512,1479,1542)
sub-heading-nua: ନୂଆ ସମସ୍ୟା xyxy=(538,712,642,736)
sudoku-answer-cell: 5 xyxy=(1338,2123,1351,2137)
sudoku-cell xyxy=(1320,1965,1355,2002)
sudoku-answer-cell: 3 xyxy=(1403,2123,1416,2137)
quote-text: ତୁମର ମନ, ପ୍ରାଣ(ହୃଦୟ) ଓ ଦେହ– ଏମାନେ ଯେଉଁ ଶିକ୍ଷାଗୁଡ଼ିକ ଆଉ କଥା ଡାକୁଛି– ସେରେ ତୁମର ବାକ୍ତିକୁ ପରିଚାର ହୁଏ ଏବ ଏହାଦ୍ୱାରା ତୁମ ପାଖ ଜଗତକୁ ତୁମ ବ୍ୟବହାରରେ ଭୂଷିତ ହୁଏ ବିଶ୍ୱାସ ଆସେ । ... ଶାରୀରିକ ଅନୁଭୂତି ରେଭୋଲ୍ୟୁସନ– ଏହି ତାରଣାର ଅନୁଭବର ଆବେଗଶକ୍ତି ବୃଦ୍ଧି ହୋଇଥାଏ ବିରୋଧ, ରାଗଦ୍ୱେଷ, ଭୟ ଓ ଅବସାଦର ସମଗ୍ର ଫଳ । xyxy=(347,9,977,54)
sudoku-cell xyxy=(1354,1817,1389,1854)
sudoku-answer-cell: 6 xyxy=(1442,2084,1455,2097)
sudoku-cell xyxy=(1423,1891,1458,1928)
sudoku-answer-cell: 2 xyxy=(1416,2097,1429,2110)
sudoku-answer-cell: 3 xyxy=(1390,2097,1403,2110)
sudoku-answer-cell: 4 xyxy=(1351,2190,1364,2203)
sudoku-cell xyxy=(1423,2002,1458,2039)
dilli-author: ଦିଲୀପ ଚେରିଏନ xyxy=(637,535,775,560)
list-item: • ଆଜି ସିକ୍ଷା ଆରମ୍ଭରେ ଏକ କୋଟିଶରେ ଶରୀରରେ ବିରାଟ ଝଡ଼ରେ ୪୫ ଜଣଙ୍କ ମୃତ୍ୟୁ । xyxy=(8,1742,316,1775)
sudoku-cell xyxy=(1320,1817,1355,1854)
sudoku-row xyxy=(1338,2097,1455,2110)
